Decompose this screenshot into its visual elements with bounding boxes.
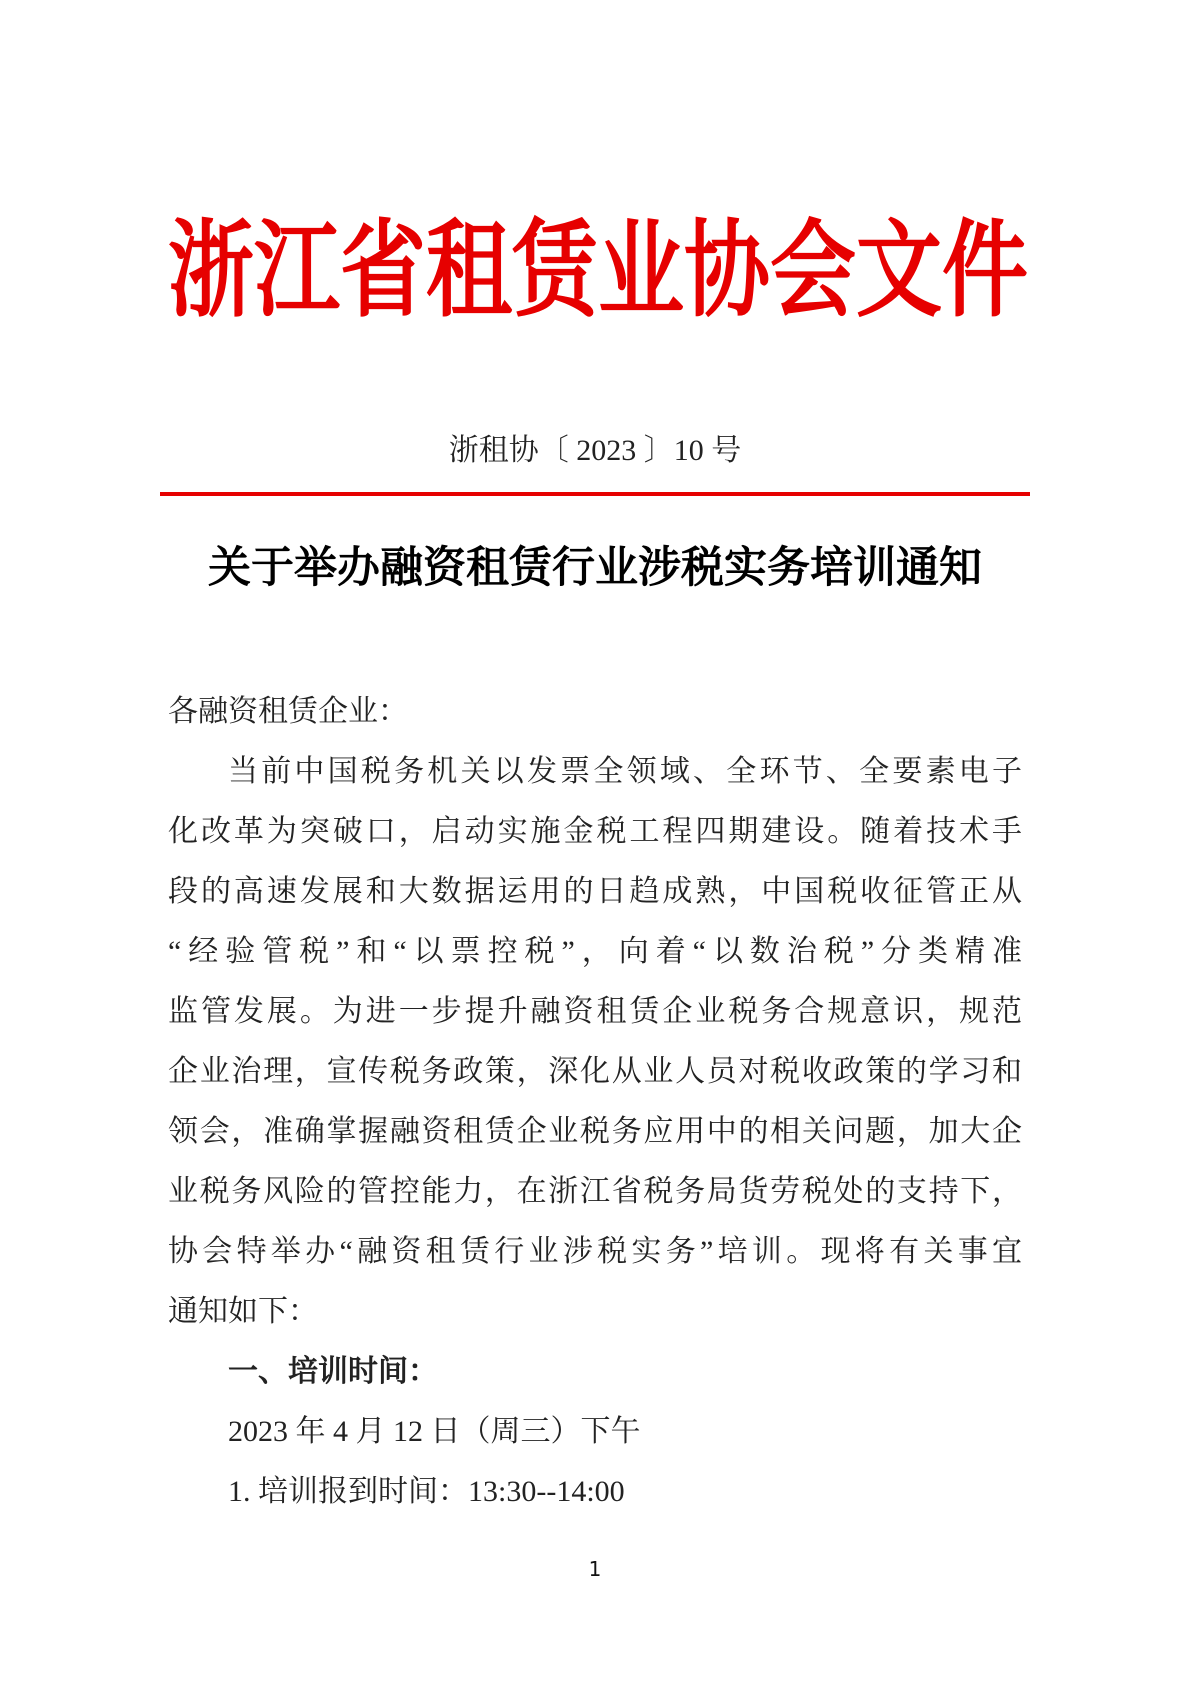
document-title: 关于举办融资租赁行业涉税实务培训通知 — [208, 545, 982, 592]
section-heading-training-time: 一、培训时间： — [228, 1355, 438, 1388]
page-number: 1 — [588, 1557, 602, 1581]
letterhead-org-title: 浙江省租赁业协会文件 — [168, 212, 1028, 330]
document-number: 浙租协〔 2023 〕10 号 — [448, 434, 742, 467]
paragraph-line: 当前中国税务机关以发票全领域、全环节、全要素电子 — [228, 755, 1022, 788]
paragraph-line: 业税务风险的管控能力，在浙江省税务局货劳税处的支持下， — [168, 1175, 1022, 1208]
paragraph-line: 监管发展。为进一步提升融资租赁企业税务合规意识，规范 — [168, 995, 1022, 1028]
paragraph-line: 化改革为突破口，启动实施金税工程四期建设。随着技术手 — [168, 815, 1022, 848]
paragraph-line: 通知如下： — [168, 1295, 318, 1328]
paragraph-line: 企业治理，宣传税务政策，深化从业人员对税收政策的学习和 — [168, 1055, 1022, 1088]
training-date-line: 2023 年 4 月 12 日（周三）下午 — [228, 1415, 641, 1448]
document-body — [168, 682, 1022, 1522]
training-checkin-time-line: 1. 培训报到时间：13:30--14:00 — [228, 1475, 625, 1508]
paragraph-line: 领会，准确掌握融资租赁企业税务应用中的相关问题，加大企 — [168, 1115, 1022, 1148]
paragraph-line: 段的高速发展和大数据运用的日趋成熟，中国税收征管正从 — [168, 875, 1022, 908]
letterhead-divider-rule — [160, 492, 1030, 496]
paragraph-line: “经验管税”和“以票控税”，向着“以数治税”分类精准 — [168, 935, 1022, 968]
paragraph-line: 协会特举办“融资租赁行业涉税实务”培训。现将有关事宜 — [168, 1235, 1022, 1268]
salutation-line: 各融资租赁企业： — [168, 695, 408, 728]
